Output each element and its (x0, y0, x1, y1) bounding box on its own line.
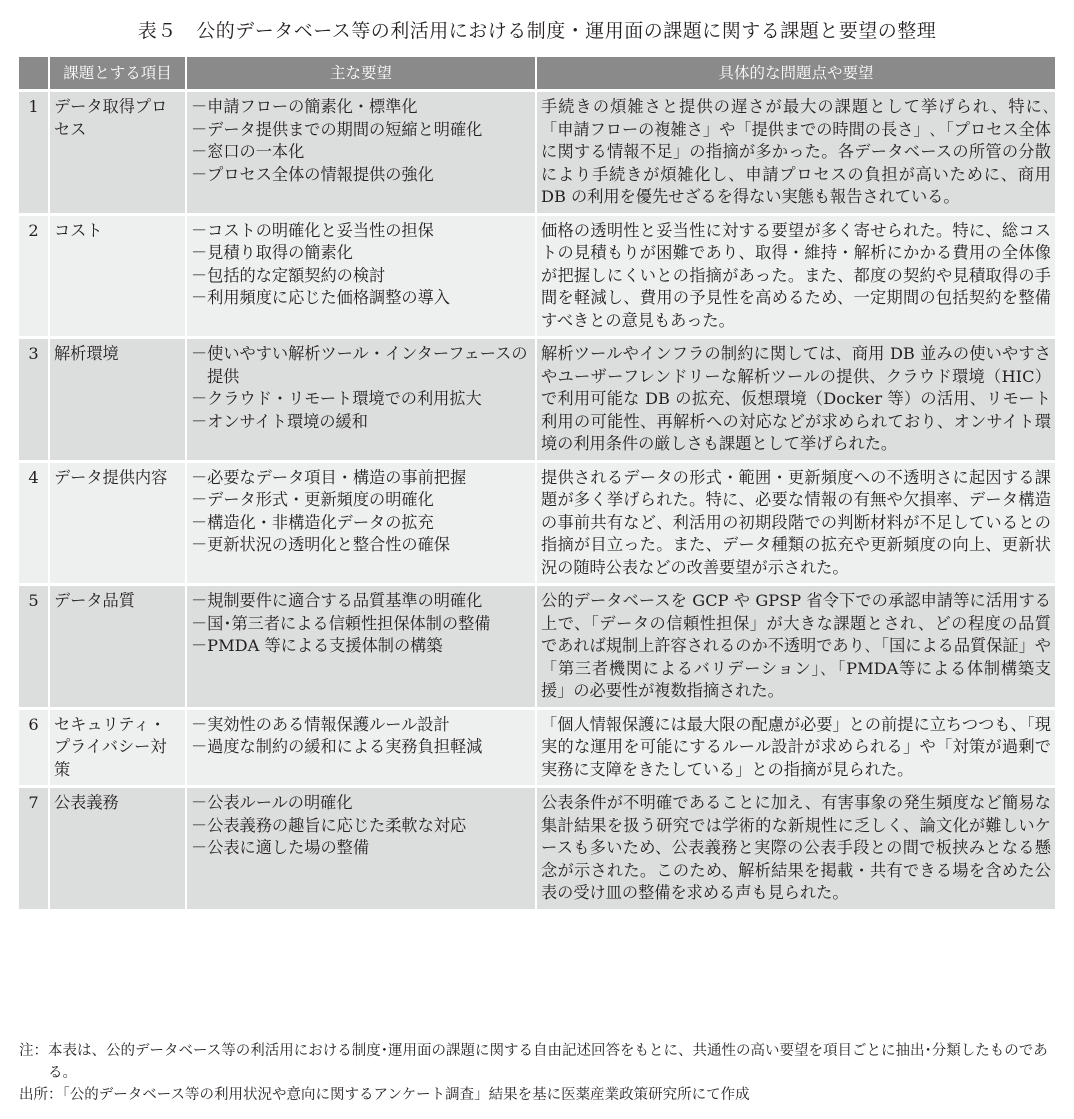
table-title: 表５ 公的データベース等の利活用における制度・運用面の課題に関する課題と要望の整理 (137, 20, 937, 42)
request-item: －包括的な定額契約の検討 (191, 265, 386, 285)
request-item: －規制要件に適合する品質基準の明確化 (191, 591, 483, 610)
row-item: データ品質 (49, 585, 186, 709)
header-num (19, 57, 49, 91)
request-item: －PMDA 等による支援体制の構築 (191, 636, 443, 655)
request-item: －構造化・非構造化データの拡充 (191, 512, 434, 532)
request-item: －利用頻度に応じた価格調整の導入 (191, 288, 450, 307)
request-item: －窓口の一本化 (191, 142, 305, 161)
request-item: －クラウド・リモート環境での利用拡大 (191, 389, 482, 408)
row-detail: 「個人情報保護には最大限の配慮が必要」との前提に立ちつつも、「現実的な運用を可能にするルール設計が求められる」や「対策が過剰で実務に支障をきたしている」との指摘が見られた。 (536, 708, 1055, 787)
row-detail: 解析ツールやインフラの制約に関しては、商用 DB 並みの使いやすさやユーザーフレンドリーな解析ツールの提供、クラウド環境（HIC）で利用可能な DB の拡充、仮想環境（Docker 等）の活用、リモート利用の可能性、再解析への対応などが求められており、オンサイト環境の利用条件の厳しさも課題として挙げられた。 (536, 338, 1055, 462)
row-requests (186, 461, 536, 585)
table-row (19, 91, 1055, 215)
table-row (19, 708, 1055, 787)
request-item: －公表ルールの明確化 (191, 793, 353, 812)
table-row (19, 461, 1055, 585)
row-detail: 提供されるデータの形式・範囲・更新頻度への不透明さに起因する課題が多く挙げられた。特に、必要な情報の有無や欠損率、データ構造の事前共有など、利活用の初期段階での判断材料が不足しているとの指摘が目立った。また、データ種類の拡充や更新頻度の向上、更新状況の随時公表などの改善要望が示された。 (536, 461, 1055, 585)
table-row (19, 338, 1055, 462)
request-item: －国･第三者による信頼性担保体制の整備 (191, 613, 491, 633)
header-detail: 具体的な問題点や要望 (536, 57, 1055, 91)
request-item: －コストの明確化と妥当性の担保 (191, 220, 434, 240)
row-detail: 手続きの煩雑さと提供の遅さが最大の課題として挙げられ、特に､「申請フローの複雑さ」や「提供までの時間の長さ」､「プロセス全体に関する情報不足」の指摘が多かった。各データベースの所管の分散により手続きが煩雑化し、申請プロセスの負担が高いために、商用 DB の利用を優先せざるを得ない実態も報告されている。 (536, 91, 1055, 215)
note (19, 1040, 1059, 1084)
row-number: 7 (19, 787, 49, 909)
table-row (19, 214, 1055, 338)
source-text: ｢公的データベース等の利用状況や意向に関するアンケート調査」結果を基に医薬産業政策研究所にて作成 (62, 1087, 750, 1103)
row-number: 4 (19, 461, 49, 585)
row-number: 3 (19, 338, 49, 462)
row-number: 1 (19, 91, 49, 215)
row-number: 5 (19, 585, 49, 709)
row-requests (186, 708, 536, 787)
request-item: －公表に適した場の整備 (191, 838, 370, 857)
request-item: －公表義務の趣旨に応じた柔軟な対応 (191, 815, 467, 835)
request-item: －必要なデータ項目・構造の事前把握 (191, 467, 467, 487)
table-notes (19, 1040, 1059, 1106)
request-item: －使いやすい解析ツール・インターフェースの提供 (191, 344, 528, 386)
row-item: コスト (49, 214, 186, 338)
row-item: 公表義務 (49, 787, 186, 909)
request-item: －プロセス全体の情報提供の強化 (191, 164, 434, 184)
row-requests (186, 91, 536, 215)
row-requests (186, 787, 536, 909)
row-detail: 価格の透明性と妥当性に対する要望が多く寄せられた。特に、総コストの見積もりが困難であり、取得・維持・解析にかかる費用の全体像が把握しにくいとの指摘があった。また、都度の契約や見積取得の手間を軽減し、費用の予見性を高めるため、一定期間の包括契約を整備すべきとの意見もあった。 (536, 214, 1055, 338)
note-label: 注： (19, 1043, 48, 1059)
row-detail: 公的データベースを GCP や GPSP 省令下での承認申請等に活用する上で、「データの信頼性担保」が大きな課題とされ、どの程度の品質であれば規制上許容されるのか不透明であり､「国による品質保証」や「第三者機関によるバリデーション｣､「PMDA等による体制構築支援」の必要性が複数指摘された。 (536, 585, 1055, 709)
note-text: 本表は、公的データベース等の利活用における制度･運用面の課題に関する自由記述回答をもとに、共通性の高い要望を項目ごとに抽出･分類したものである。 (48, 1043, 1048, 1081)
source-label: 出所： (19, 1087, 63, 1103)
row-detail: 公表条件が不明確であることに加え、有害事象の発生頻度など簡易な集計結果を扱う研究では学術的な新規性に乏しく、論文化が難しいケースも多いため、公表義務と実際の公表手段との間で板挟みとなる懸念が示された。このため、解析結果を掲載・共有できる場を含めた公表の受け皿の整備を求める声も見られた。 (536, 787, 1055, 909)
request-item: －更新状況の透明化と整合性の確保 (191, 535, 450, 554)
header-requests: 主な要望 (186, 57, 536, 91)
requests-table (19, 57, 1055, 909)
source (19, 1084, 1059, 1106)
row-item: セキュリティ・プライバシー対策 (49, 708, 186, 787)
request-item: －データ提供までの期間の短縮と明確化 (191, 119, 483, 139)
row-number: 6 (19, 708, 49, 787)
row-requests (186, 338, 536, 462)
request-item: －申請フローの簡素化・標準化 (191, 97, 418, 116)
header-item: 課題とする項目 (49, 57, 186, 91)
request-item: －過度な制約の緩和による実務負担軽減 (191, 737, 483, 756)
row-number: 2 (19, 214, 49, 338)
row-item: 解析環境 (49, 338, 186, 462)
row-item: データ提供内容 (49, 461, 186, 585)
request-item: －データ形式・更新頻度の明確化 (191, 490, 434, 509)
request-item: －オンサイト環境の緩和 (191, 411, 368, 431)
row-item: データ取得プロセス (49, 91, 186, 215)
request-item: －見積り取得の簡素化 (191, 243, 353, 262)
table-row (19, 787, 1055, 909)
table-header-row (19, 57, 1055, 91)
row-requests (186, 214, 536, 338)
request-item: －実効性のある情報保護ルール設計 (191, 714, 450, 734)
row-requests (186, 585, 536, 709)
table-row (19, 585, 1055, 709)
